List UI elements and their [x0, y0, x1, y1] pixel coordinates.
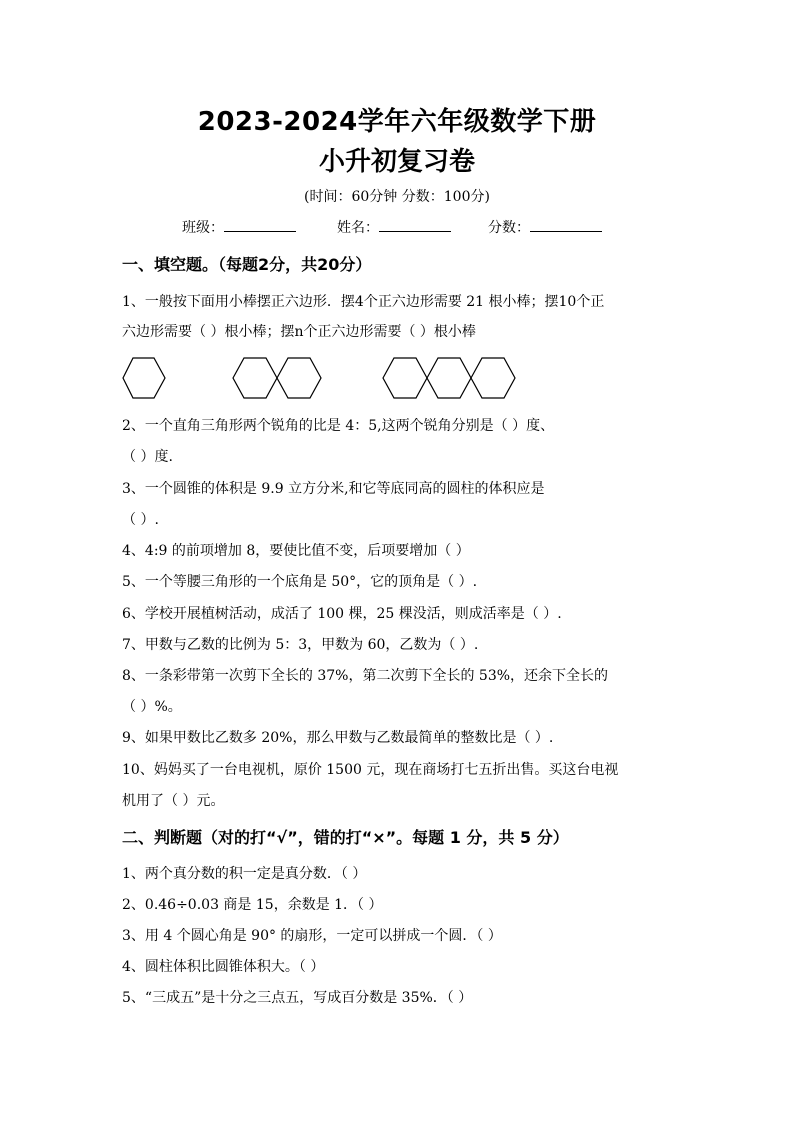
hexagon-3a [383, 358, 427, 398]
tf-question-1: 1、两个真分数的积一定是真分数．（ ） [122, 866, 367, 882]
hexagon-figures [120, 350, 520, 410]
score-blank[interactable] [530, 216, 602, 232]
hexagon-2a [233, 358, 277, 398]
question-4: 4、4:9 的前项增加 8，要使比值不变，后项要增加（ ） [122, 543, 470, 559]
score-label: 分数： [488, 220, 530, 236]
question-3-line-1: 3、一个圆锥的体积是 9.9 立方分米,和它等底同高的圆柱的体积应是 [122, 481, 545, 497]
question-2-line-1: 2、一个直角三角形两个锐角的比是 4：5,这两个锐角分别是（ ）度、 [122, 418, 555, 434]
exam-meta: (时间：60分钟 分数：100分) [304, 189, 490, 205]
question-3-line-2: （ ）. [122, 512, 159, 528]
hexagon-2b [277, 358, 321, 398]
hexagon-3b [427, 358, 471, 398]
score-field [488, 216, 602, 237]
question-1-line-2: 六边形需要（ ）根小棒；摆n个正六边形需要（ ）根小棒 [122, 324, 476, 340]
question-7: 7、甲数与乙数的比例为 5：3，甲数为 60，乙数为（ ）. [122, 637, 479, 653]
exam-subtitle: 小升初复习卷 [318, 147, 475, 177]
class-label: 班级： [182, 220, 224, 236]
question-6: 6、学校开展植树活动，成活了 100 棵，25 棵没活，则成活率是（ ）. [122, 606, 562, 622]
class-blank[interactable] [224, 216, 296, 232]
tf-question-4: 4、圆柱体积比圆锥体积大。（ ） [122, 959, 325, 975]
question-8-line-1: 8、一条彩带第一次剪下全长的 37%，第二次剪下全长的 53%，还余下全长的 [122, 668, 609, 684]
hexagon-3c [471, 358, 515, 398]
question-9: 9、如果甲数比乙数多 20%，那么甲数与乙数最简单的整数比是（ ）. [122, 730, 554, 746]
question-10-line-2: 机用了（ ）元。 [122, 793, 225, 809]
question-5: 5、一个等腰三角形的一个底角是 50°，它的顶角是（ ）. [122, 574, 478, 590]
section-true-false-heading: 二、判断题（对的打“√”，错的打“×”。每题 1 分，共 5 分） [122, 828, 569, 847]
question-2-line-2: （ ）度. [122, 449, 173, 465]
tf-question-5: 5、“三成五”是十分之三点五，写成百分数是 35%．（ ） [122, 990, 473, 1006]
section-fill-blank-heading: 一、填空题。（每题2分，共20分） [122, 255, 372, 274]
name-blank[interactable] [379, 216, 451, 232]
question-1-line-1: 1、一般按下面用小棒摆正六边形．摆4个正六边形需要 21 根小棒；摆10个正 [122, 294, 605, 310]
name-label: 姓名： [337, 220, 379, 236]
tf-question-2: 2、0.46÷0.03 商是 15，余数是 1．（ ） [122, 897, 383, 913]
question-8-line-2: （ ）%。 [122, 699, 182, 715]
exam-title: 2023-2024学年六年级数学下册 [197, 107, 597, 137]
question-10-line-1: 10、妈妈买了一台电视机，原价 1500 元，现在商场打七五折出售。买这台电视 [122, 762, 619, 778]
hexagon-1 [123, 358, 165, 398]
name-field [337, 216, 451, 237]
class-field [182, 216, 296, 237]
tf-question-3: 3、用 4 个圆心角是 90° 的扇形，一定可以拼成一个圆．（ ） [122, 928, 502, 944]
